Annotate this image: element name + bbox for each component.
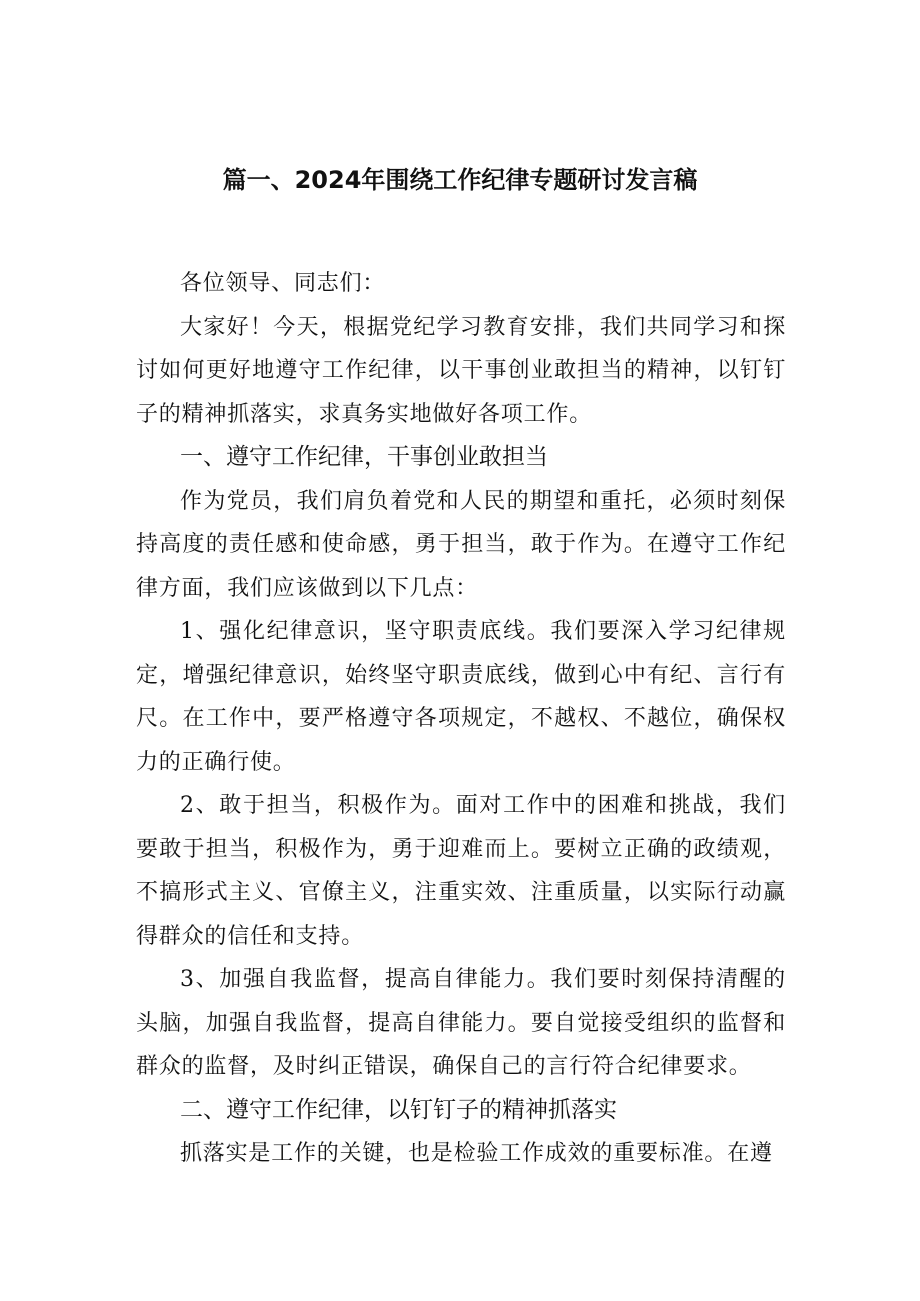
section-heading-2: 二、遵守工作纪律，以钉钉子的精神抓落实 [180,1096,617,1123]
section-1-intro: 作为党员，我们肩负着党和人民的期望和重托，必须时刻保持高度的责任感和使命感，勇于担当，敢于作为。在遵守工作纪律方面，我们应该做到以下几点： [136,488,786,601]
document-body [136,262,786,1176]
section-heading-1: 一、遵守工作纪律，干事创业敢担当 [180,444,548,470]
section-1-point-3: 3、加强自我监督，提高自律能力。我们要时刻保持清醒的头脑，加强自我监督，提高自律能力。要自觉接受组织的监督和群众的监督，及时纠正错误，确保自己的言行符合纪律要求。 [136,967,786,1079]
section-2-intro: 抓落实是工作的关键，也是检验工作成效的重要标准。在遵 [180,1141,773,1166]
document-title: 篇一、2024年围绕工作纪律专题研讨发言稿 [222,166,698,194]
salutation: 各位领导、同志们： [180,271,386,296]
intro-paragraph: 大家好！今天，根据党纪学习教育安排，我们共同学习和探讨如何更好地遵守工作纪律，以干事创业敢担当的精神，以钉钉子的精神抓落实，求真务实地做好各项工作。 [136,314,786,427]
section-1-point-2: 2、敢于担当，积极作为。面对工作中的困难和挑战，我们要敢于担当，积极作为，勇于迎难而上。要树立正确的政绩观，不搞形式主义、官僚主义，注重实效、注重质量，以实际行动赢得群众的信任和支持。 [136,793,786,949]
section-1-point-1: 1、强化纪律意识，坚守职责底线。我们要深入学习纪律规定，增强纪律意识，始终坚守职责底线，做到心中有纪、言行有尺。在工作中，要严格遵守各项规定，不越权、不越位，确保权力的正确行使。 [136,619,786,775]
